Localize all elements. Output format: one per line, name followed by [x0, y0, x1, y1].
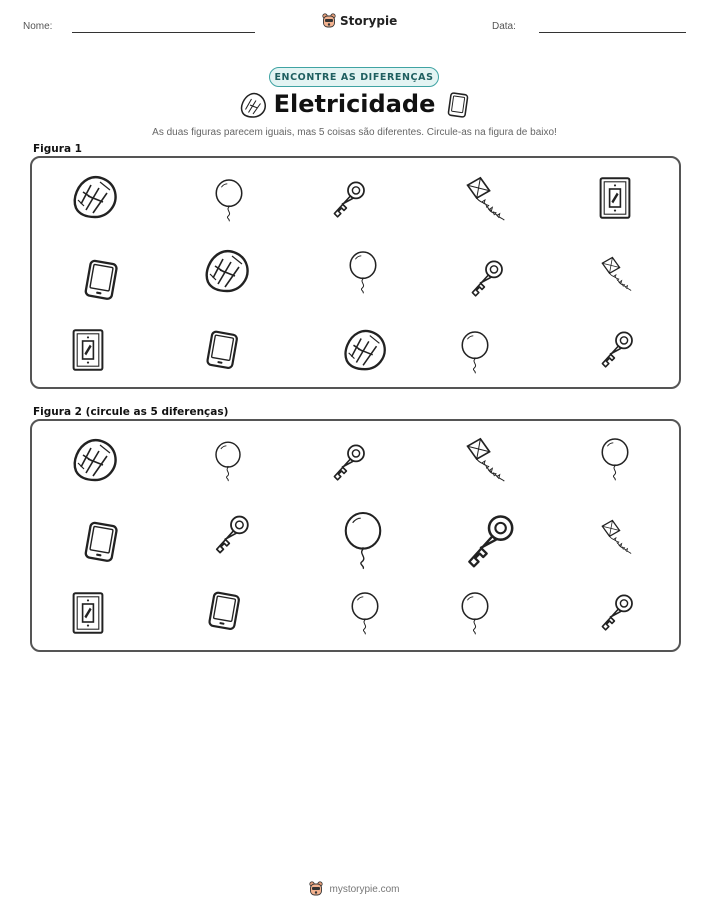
figure1-panel: [30, 156, 681, 389]
kite-icon[interactable]: [598, 511, 634, 563]
key-icon: [328, 176, 368, 224]
light-switch-icon: [70, 326, 106, 374]
balloon-icon[interactable]: [458, 587, 492, 639]
light-switch-icon: [597, 174, 633, 222]
phone-icon[interactable]: [204, 587, 246, 635]
bear-logo-icon: [309, 881, 323, 897]
rock-icon: [202, 246, 252, 296]
date-field[interactable]: [539, 32, 686, 33]
title-text: Eletricidade: [273, 90, 436, 118]
figure2-label: Figura 2 (circule as 5 diferenças): [33, 406, 229, 418]
brand-name: Storypie: [340, 14, 398, 28]
rock-icon[interactable]: [70, 435, 120, 485]
bear-logo-icon: [322, 13, 336, 29]
balloon-icon[interactable]: [598, 435, 632, 483]
phone-icon: [444, 90, 472, 120]
rock-icon: [70, 172, 120, 222]
phone-icon: [202, 326, 244, 374]
footer-url: mystorypie.com: [329, 883, 400, 895]
figure2-panel[interactable]: [30, 419, 681, 652]
balloon-icon: [212, 176, 246, 224]
activity-badge: ENCONTRE AS DIFERENÇAS: [269, 67, 439, 87]
key-icon: [466, 254, 506, 304]
balloon-icon[interactable]: [212, 437, 244, 485]
title-phone-icon: [444, 90, 472, 120]
rock-icon: [238, 90, 268, 120]
balloon-icon: [458, 326, 492, 378]
kite-icon[interactable]: [462, 435, 508, 485]
light-switch-icon[interactable]: [70, 589, 106, 637]
phone-icon: [80, 256, 124, 304]
title-rock-icon: [238, 90, 268, 120]
page-title: [0, 90, 709, 118]
phone-icon[interactable]: [80, 517, 124, 567]
balloon-icon[interactable]: [340, 505, 386, 575]
figure1-label: Figura 1: [33, 143, 82, 155]
kite-icon: [462, 174, 508, 224]
balloon-icon[interactable]: [348, 587, 382, 639]
rock-icon: [340, 326, 390, 374]
storypie-logo: [322, 13, 397, 29]
balloon-icon: [346, 248, 380, 296]
key-icon[interactable]: [596, 589, 636, 637]
footer: [0, 881, 709, 897]
key-icon[interactable]: [210, 511, 252, 559]
date-label: Data:: [492, 21, 516, 32]
instructions: As duas figuras parecem iguais, mas 5 coisas são diferentes. Circule-as na figura de baixo!: [152, 127, 557, 138]
name-field[interactable]: [72, 32, 255, 33]
key-icon[interactable]: [460, 509, 518, 575]
key-icon[interactable]: [328, 439, 368, 487]
kite-icon: [598, 248, 634, 300]
name-label: Nome:: [23, 21, 53, 32]
key-icon: [596, 326, 636, 374]
